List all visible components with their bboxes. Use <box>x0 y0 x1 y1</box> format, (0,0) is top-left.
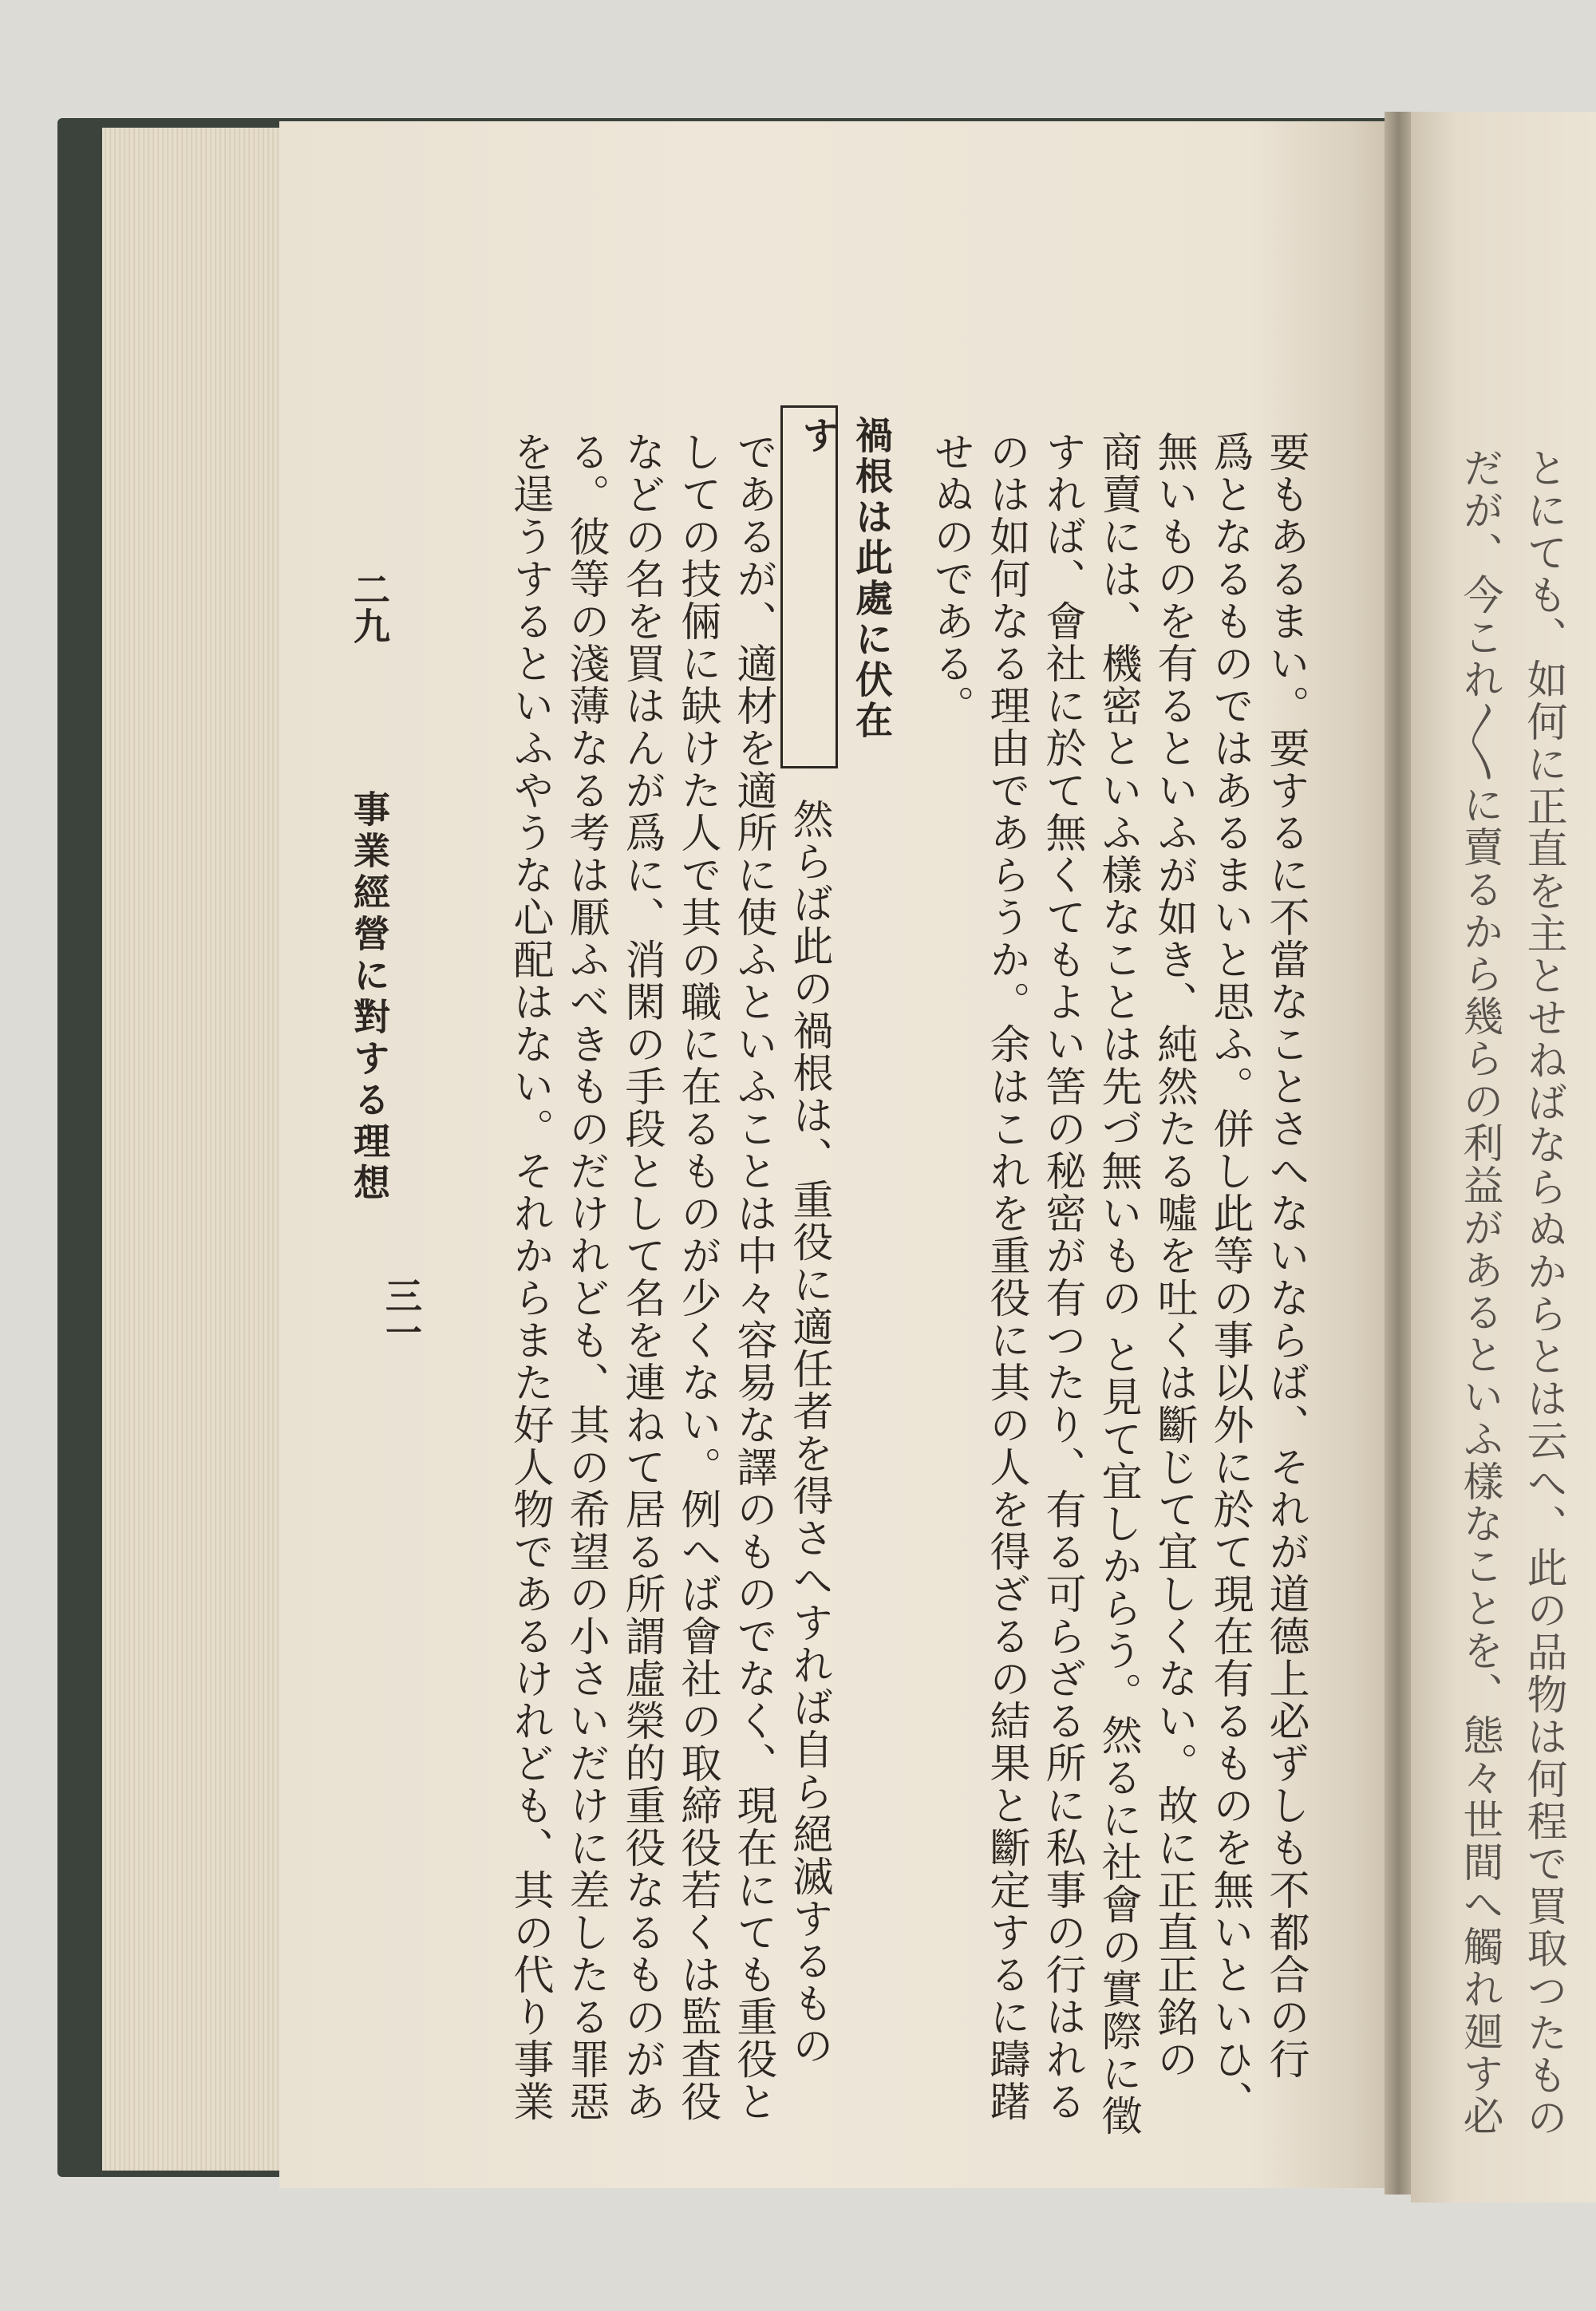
right-page-column: だが、今これ〳〵に賣るから幾らの利益があるといふ樣なことを、態々世間へ觸れ廻す必 <box>1456 447 1503 2137</box>
text-column: すれば、會社に於て無くてもよい筈の秘密が有つたり、有る可らざる所に私事の行はれる <box>1038 431 1085 2123</box>
text-column: 無いものを有るといふが如き、純然たる噓を吐くは斷じて宜しくない。故に正直正銘の <box>1150 431 1197 2080</box>
text-column: る。彼等の淺薄なる考は厭ふべきものだけれども、其の希望の小さいだけに差したる罪惡 <box>562 431 609 2123</box>
text-column: 然らば此の禍根は、重役に適任者を得さへすれば自ら絕滅するもの <box>785 798 832 2067</box>
book-gutter <box>1385 112 1412 2194</box>
right-page-column: とにても、如何に正直を主とせねばならぬからとは云へ、此の品物は何程で買取つたもの <box>1519 447 1566 2139</box>
text-column: などの名を買はんが爲に、消閑の手段として名を連ねて居る所謂虛榮的重役なるものがあ <box>618 431 665 2123</box>
text-column: であるが、適材を適所に使ふといふことは中々容易な譯のものでなく、現在にても重役と <box>729 431 776 2123</box>
page-edges <box>102 128 286 2171</box>
text-column: 商賣には、機密といふ樣なことは先づ無いもの と見て宜しからう。然るに社會の實際に徵 <box>1094 431 1141 2138</box>
text-column: のは如何なる理由であらうか。余はこれを重役に其の人を得ざるの結果と斷定するに躊躇 <box>982 431 1029 2123</box>
right-page <box>1411 112 1596 2202</box>
section-heading-text: 禍根は此處に伏在す <box>796 416 893 741</box>
running-title: 事業經營に對する理想 <box>348 790 391 1205</box>
text-column: せぬのである。 <box>926 431 974 727</box>
folio-number: 三一 <box>380 1277 423 1350</box>
text-column: 爲となるものではあるまいと思ふ。併し此等の事以外に於て現在有るものを無いといひ、 <box>1206 431 1253 2123</box>
page-number: 二九 <box>348 571 391 644</box>
text-column: 要もあるまい。要するに不當なことさへないならば、それが道德上必ずしも不都合の行 <box>1262 431 1309 2080</box>
section-heading <box>780 405 893 768</box>
text-column: を逞うするといふやうな心配はない。それからまた好人物であるけれども、其の代り事業 <box>506 431 553 2123</box>
text-column: しての技倆に缺けた人で其の職に在るものが少くない。例へば會社の取締役若くは監査役 <box>674 431 721 2123</box>
